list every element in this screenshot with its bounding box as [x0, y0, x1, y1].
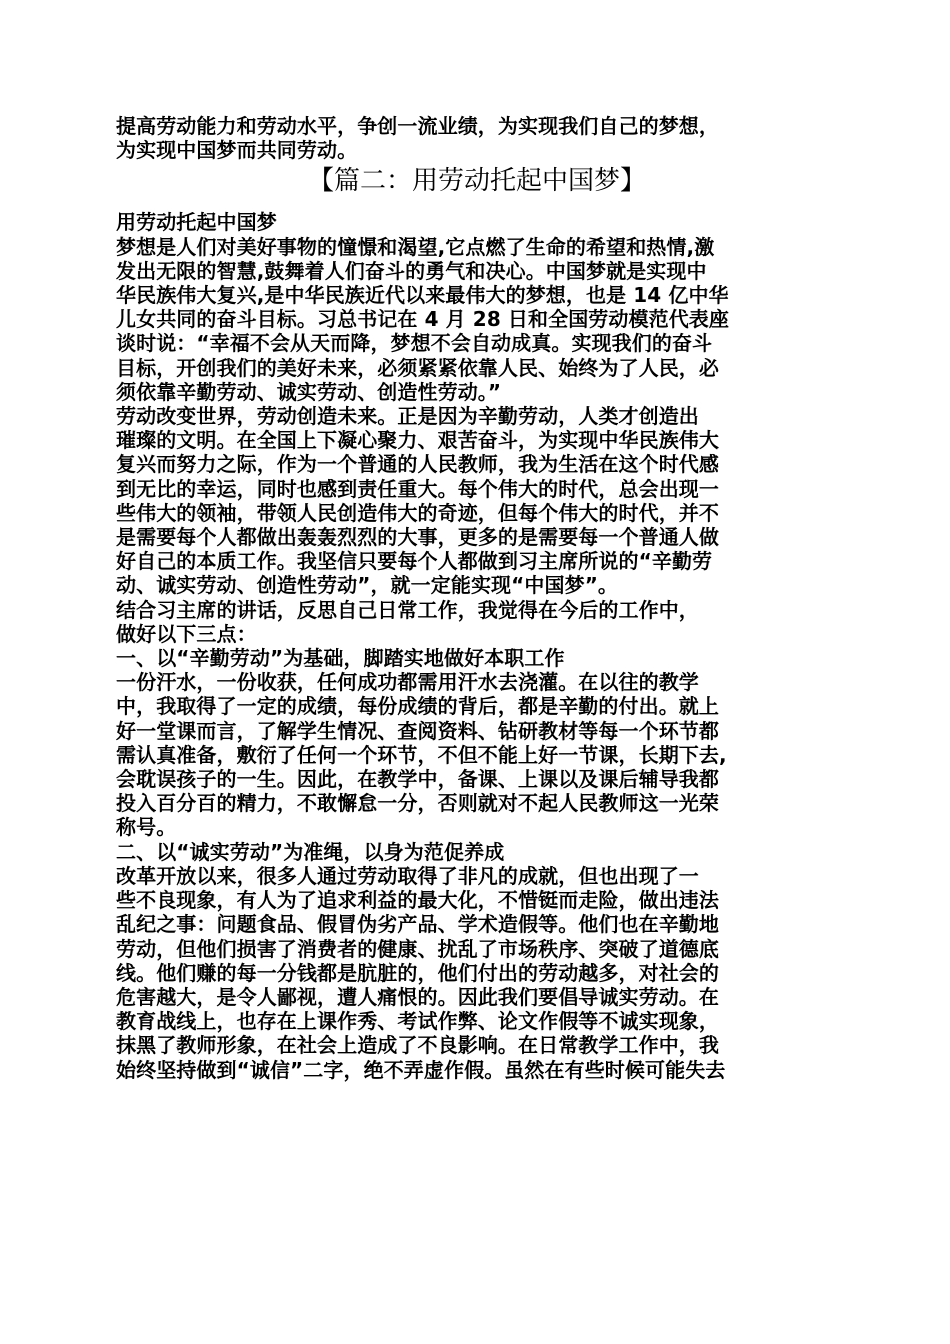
text-line: 些伟大的领袖，带领人民创造伟大的奇迹，但每个伟大的时代，并不 — [116, 500, 719, 525]
text-line: 儿女共同的奋斗目标。习总书记在 4 月 28 日和全国劳动模范代表座 — [116, 307, 729, 332]
article-body — [116, 210, 838, 1081]
text-line: 抹黑了教师形象，在社会上造成了不良影响。在日常教学工作中，我 — [116, 1033, 719, 1058]
text-line: 投入百分百的精力，不敢懈怠一分，否则就对不起人民教师这一光荣 — [116, 791, 719, 816]
text-line: 须依靠辛勤劳动、诚实劳动、创造性劳动。” — [116, 379, 502, 404]
text-line: 好一堂课而言，了解学生情况、查阅资料、钻研教材等每一个环节都 — [116, 718, 719, 743]
text-line: 做好以下三点： — [116, 621, 257, 646]
text-line: 乱纪之事：问题食品、假冒伪劣产品、学术造假等。他们也在辛勤地 — [116, 912, 719, 937]
text-line: 华民族伟大复兴,是中华民族近代以来最伟大的梦想，也是 14 亿中华 — [116, 283, 729, 308]
text-line: 会耽误孩子的一生。因此，在教学中，备课、上课以及课后辅导我都 — [116, 767, 719, 792]
text-line: 梦想是人们对美好事物的憧憬和渴望,它点燃了生命的希望和热情,激 — [116, 234, 715, 259]
section-title: 【篇二：用劳动托起中国梦】 — [307, 166, 646, 197]
text-line: 教育战线上，也存在上课作秀、考试作弊、论文作假等不诚实现象， — [116, 1009, 719, 1034]
text-line: 到无比的幸运，同时也感到责任重大。每个伟大的时代，总会出现一 — [116, 476, 719, 501]
text-line: 中，我取得了一定的成绩，每份成绩的背后，都是辛勤的付出。就上 — [116, 694, 719, 719]
text-line: 动、诚实劳动、创造性劳动”，就一定能实现“中国梦”。 — [116, 573, 619, 598]
text-line: 璀璨的文明。在全国上下凝心聚力、艰苦奋斗，为实现中华民族伟大 — [116, 428, 719, 453]
text-line: 结合习主席的讲话，反思自己日常工作，我觉得在今后的工作中， — [116, 597, 699, 622]
text-line: 为实现中国梦而共同劳动。 — [116, 138, 358, 163]
text-line: 称号。 — [116, 815, 177, 840]
article-heading: 用劳动托起中国梦 — [116, 210, 277, 235]
text-line: 谈时说：“幸福不会从天而降，梦想不会自动成真。实现我们的奋斗 — [116, 331, 713, 356]
text-line: 提高劳动能力和劳动水平，争创一流业绩，为实现我们自己的梦想， — [116, 114, 719, 138]
document-page — [116, 114, 838, 1082]
text-line: 改革开放以来，很多人通过劳动取得了非凡的成就，但也出现了一 — [116, 863, 699, 888]
text-line: 危害越大，是令人鄙视，遭人痛恨的。因此我们要倡导诚实劳动。在 — [116, 984, 719, 1009]
text-line: 线。他们赚的每一分钱都是肮脏的，他们付出的劳动越多，对社会的 — [116, 960, 719, 985]
text-line: 劳动，但他们损害了消费者的健康、扰乱了市场秩序、突破了道德底 — [116, 936, 719, 961]
text-line: 是需要每个人都做出轰轰烈烈的大事，更多的是需要每一个普通人做 — [116, 525, 719, 550]
subheading-1: 一、以“辛勤劳动”为基础，脚踏实地做好本职工作 — [116, 646, 565, 671]
text-line: 发出无限的智慧,鼓舞着人们奋斗的勇气和决心。中国梦就是实现中 — [116, 258, 707, 283]
text-line: 劳动改变世界，劳动创造未来。正是因为辛勤劳动，人类才创造出 — [116, 404, 699, 429]
text-line: 需认真准备，敷衍了任何一个环节，不但不能上好一节课，长期下去, — [116, 742, 727, 767]
text-line: 些不良现象，有人为了追求利益的最大化，不惜铤而走险，做出违法 — [116, 888, 719, 913]
text-line: 始终坚持做到“诚信”二字，绝不弄虚作假。虽然在有些时候可能失去 — [116, 1057, 726, 1082]
text-line: 一份汗水，一份收获，任何成功都需用汗水去浇灌。在以往的教学 — [116, 670, 699, 695]
text-line: 目标，开创我们的美好未来，必须紧紧依靠人民、始终为了人民，必 — [116, 355, 719, 380]
text-line: 好自己的本质工作。我坚信只要每个人都做到习主席所说的“辛勤劳 — [116, 549, 713, 574]
subheading-2: 二、以“诚实劳动”为准绳，以身为范促养成 — [116, 839, 505, 864]
intro-paragraph — [116, 114, 838, 162]
text-line: 复兴而努力之际，作为一个普通的人民教师，我为生活在这个时代感 — [116, 452, 719, 477]
